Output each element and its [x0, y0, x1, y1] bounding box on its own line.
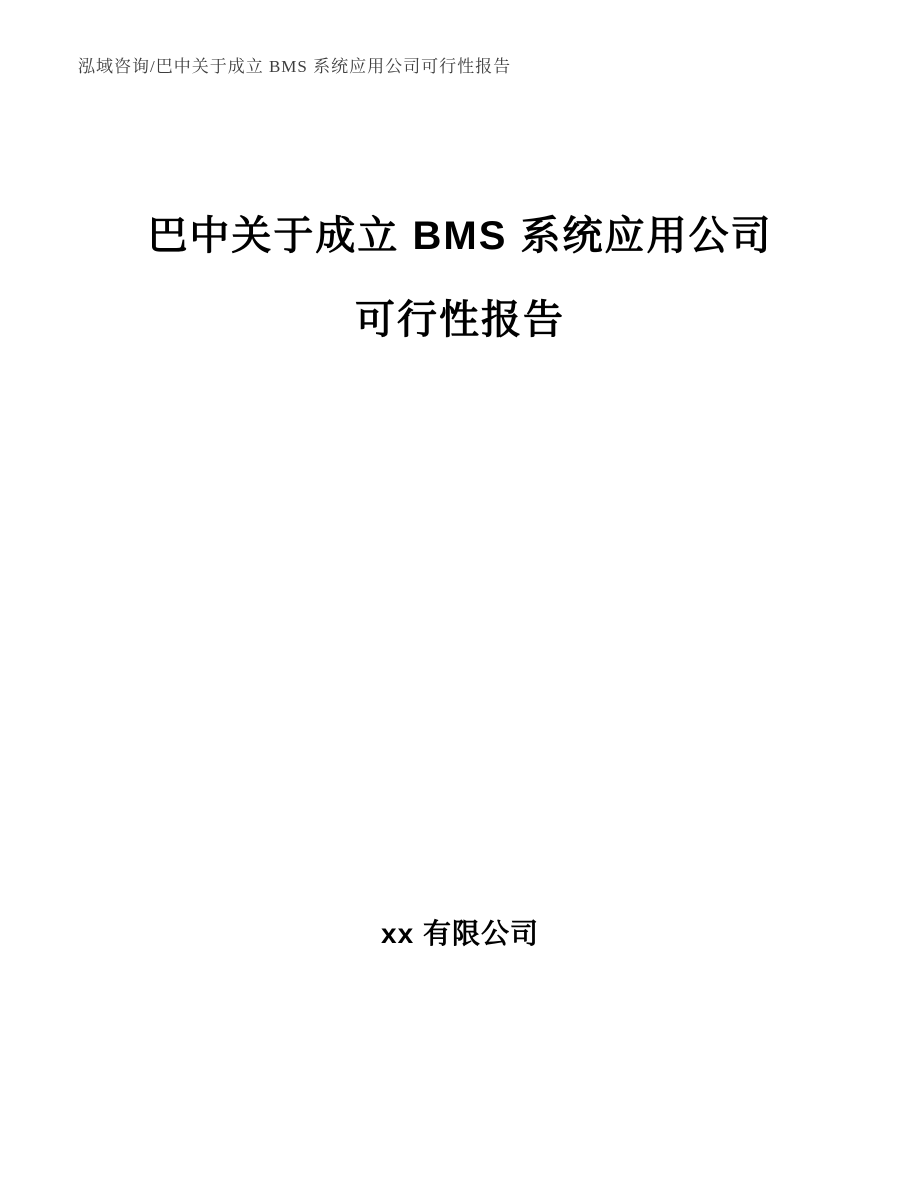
report-title-line-1: 巴中关于成立 BMS 系统应用公司: [147, 214, 773, 258]
report-title-line-2: 可行性报告: [355, 298, 565, 342]
header-text: 泓域咨询/巴中关于成立 BMS 系统应用公司可行性报告: [78, 57, 512, 76]
company-name: xx 有限公司: [381, 918, 539, 949]
document-header: [78, 52, 511, 77]
title-block: [0, 212, 920, 344]
